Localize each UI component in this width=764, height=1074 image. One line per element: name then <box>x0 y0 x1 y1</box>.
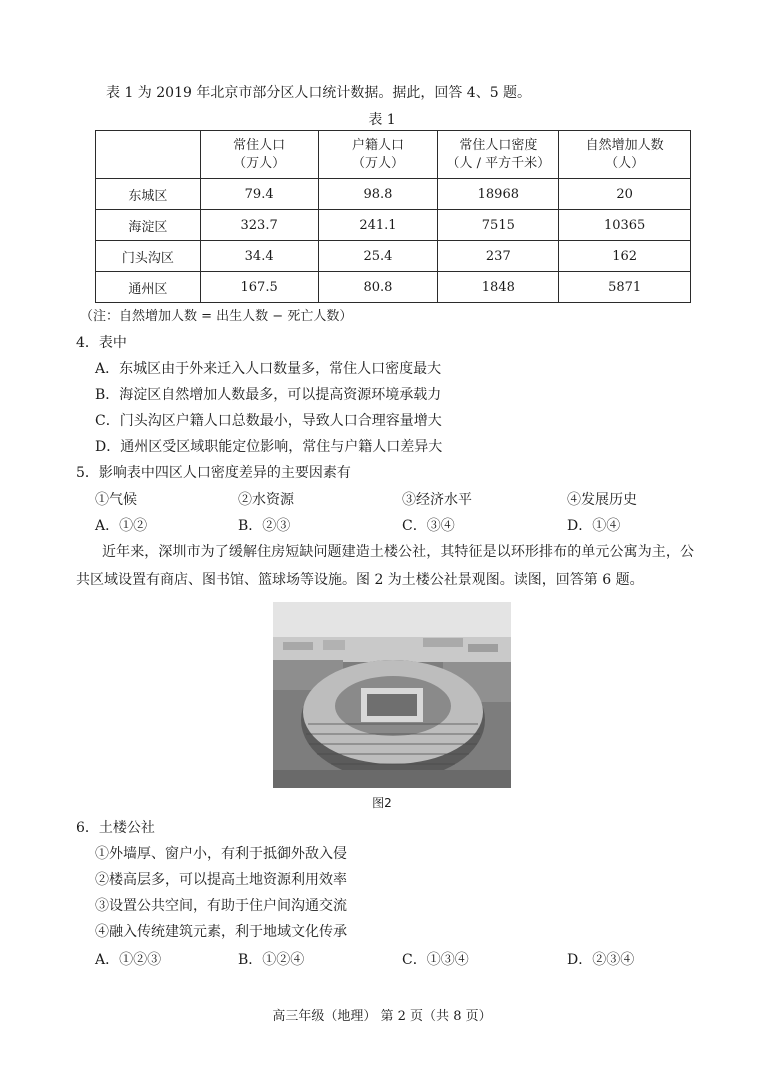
intro-text: 表 1 为 2019 年北京市部分区人口统计数据。据此，回答 4、5 题。 <box>106 85 532 101</box>
table-cell: 80.8 <box>318 272 438 303</box>
header-cell: 常住人口密度 （人 / 平方千米） <box>438 131 559 179</box>
table-title: 表 1 <box>368 112 396 128</box>
table-cell: 25.4 <box>318 241 438 272</box>
table-header-row <box>96 131 691 179</box>
table-row <box>96 179 691 210</box>
table-cell: 10365 <box>559 210 691 241</box>
passage-text: 近年来，深圳市为了缓解住房短缺问题建造土楼公社，其特征是以环形排布的单元公寓为主，公共区域设置有商店、图书馆、篮球场等设施。图 2 为土楼公社景观图。读图，回答第 6 题。 <box>76 544 694 588</box>
question-4-option-a: A．东城区由于外来迁入人口数量多，常住人口密度最大 <box>95 361 442 377</box>
header-cell: 户籍人口 （万人） <box>318 131 438 179</box>
question-4-stem: 4．表中 <box>76 335 127 351</box>
table-cell: 7515 <box>438 210 559 241</box>
question-5-factor-4: ④发展历史 <box>567 492 637 508</box>
question-6-stem: 6．土楼公社 <box>76 820 155 836</box>
question-5-stem: 5．影响表中四区人口密度差异的主要因素有 <box>76 465 351 481</box>
table-cell: 241.1 <box>318 210 438 241</box>
table-row <box>96 272 691 303</box>
table-cell: 门头沟区 <box>96 241 201 272</box>
table-row <box>96 241 691 272</box>
table-cell: 20 <box>559 179 691 210</box>
header-cell: 自然增加人数 （人） <box>559 131 691 179</box>
tulou-photo <box>273 602 511 788</box>
table-cell: 5871 <box>559 272 691 303</box>
figure-caption: 图2 <box>372 796 392 810</box>
page-footer: 高三年级（地理） 第 2 页（共 8 页） <box>272 1009 492 1024</box>
table-cell: 34.4 <box>200 241 318 272</box>
question-5-factor-2: ②水资源 <box>238 492 294 508</box>
question-4-option-c: C．门头沟区户籍人口总数最小，导致人口合理容量增大 <box>95 413 442 429</box>
population-table <box>95 130 691 303</box>
question-6-statement-4: ④融入传统建筑元素，利于地域文化传承 <box>95 924 347 940</box>
question-5-option-c: C．③④ <box>402 518 455 534</box>
question-6-statement-2: ②楼高层多，可以提高土地资源利用效率 <box>95 872 347 888</box>
table-cell: 79.4 <box>200 179 318 210</box>
question-6-option-a: A．①②③ <box>95 952 162 968</box>
question-6-statement-3: ③设置公共空间，有助于住户间沟通交流 <box>95 898 347 914</box>
question-5-option-a: A．①② <box>95 518 148 534</box>
table-cell: 东城区 <box>96 179 201 210</box>
question-4-option-b: B．海淀区自然增加人数最多，可以提高资源环境承载力 <box>95 387 442 403</box>
header-cell <box>96 131 201 179</box>
table-cell: 323.7 <box>200 210 318 241</box>
table-row <box>96 210 691 241</box>
header-cell: 常住人口 （万人） <box>200 131 318 179</box>
question-5-option-b: B．②③ <box>238 518 291 534</box>
question-6-option-b: B．①②④ <box>238 952 305 968</box>
table-cell: 通州区 <box>96 272 201 303</box>
question-5-factor-1: ①气候 <box>95 492 137 508</box>
table-cell: 167.5 <box>200 272 318 303</box>
question-6-statement-1: ①外墙厚、窗户小，有利于抵御外敌入侵 <box>95 846 347 862</box>
question-5-option-d: D．①④ <box>567 518 621 534</box>
table-cell: 海淀区 <box>96 210 201 241</box>
question-6-option-c: C．①③④ <box>402 952 469 968</box>
table-cell: 98.8 <box>318 179 438 210</box>
table-cell: 162 <box>559 241 691 272</box>
table-cell: 1848 <box>438 272 559 303</box>
question-6-option-d: D．②③④ <box>567 952 635 968</box>
question-4-option-d: D．通州区受区域职能定位影响，常住与户籍人口差异大 <box>95 439 443 455</box>
table-cell: 18968 <box>438 179 559 210</box>
question-5-factor-3: ③经济水平 <box>402 492 472 508</box>
table-note: （注：自然增加人数 = 出生人数 − 死亡人数） <box>80 309 353 324</box>
table-cell: 237 <box>438 241 559 272</box>
